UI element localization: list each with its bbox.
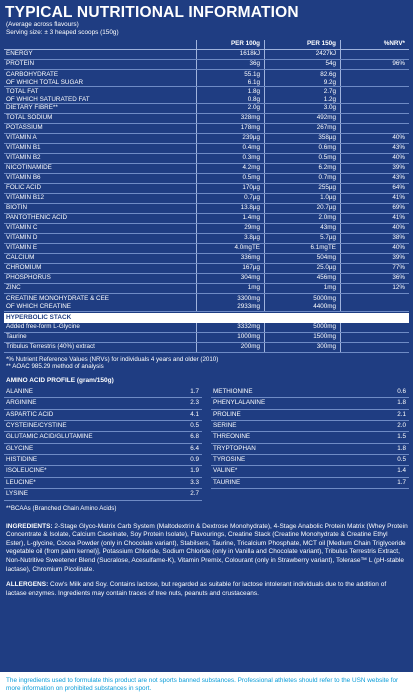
amino-row <box>211 432 409 443</box>
table-row <box>4 214 409 224</box>
ingredients <box>6 523 408 575</box>
nutrient-name <box>4 294 196 310</box>
table-row <box>4 70 409 87</box>
nutrient-name: POTASSIUM <box>6 124 43 132</box>
per-100g-value-line2: 2933mg <box>237 302 260 310</box>
per-150g-value: 6.1mgTE <box>264 244 340 253</box>
nrv-value: 40% <box>340 134 409 143</box>
nrv-note: *% Nutrient Reference Values (NRVs) for individuals 4 years and older (2010) <box>6 355 219 363</box>
per-100g-value: 1.4mg <box>196 214 264 223</box>
nutrient-name: BIOTIN <box>6 204 27 212</box>
nrv-value <box>340 333 409 342</box>
per-150g-value: 1mg <box>264 284 340 293</box>
amino-right-column <box>211 387 409 501</box>
table-row <box>4 154 409 164</box>
amino-value: 3.3 <box>190 478 199 486</box>
amino-value: 0.9 <box>190 456 199 464</box>
per-100g-value: 4.0mgTE <box>196 244 264 253</box>
per-100g-value <box>196 294 264 310</box>
nrv-value: 96% <box>340 60 409 69</box>
amino-value: 1.5 <box>397 433 406 441</box>
per-100g-value: 3332mg <box>196 323 264 332</box>
amino-value: 1.4 <box>397 467 406 475</box>
per-100g-value: 328mg <box>196 114 264 123</box>
per-100g-value <box>196 87 264 103</box>
amino-row <box>4 421 202 432</box>
nrv-value: 39% <box>340 254 409 263</box>
per-100g-value: 0.4mg <box>196 144 264 153</box>
amino-name: CYSTEINE/CYSTINE <box>6 421 67 429</box>
per-150g-value <box>264 70 340 86</box>
amino-name: THREONINE <box>213 433 251 441</box>
per-100g-value: 336mg <box>196 254 264 263</box>
panel-title: TYPICAL NUTRITIONAL INFORMATION <box>5 4 299 21</box>
per-150g-value: 25.0µg <box>264 264 340 273</box>
amino-name: HISTIDINE <box>6 456 38 464</box>
amino-name: TRYPTOPHAN <box>213 444 256 452</box>
amino-name: VALINE* <box>213 467 238 475</box>
per-150g-value: 504mg <box>264 254 340 263</box>
amino-name: TYROSINE <box>213 456 246 464</box>
per-100g-value: 304mg <box>196 274 264 283</box>
per-150g-value: 0.6mg <box>264 144 340 153</box>
per-100g-value: 1000mg <box>196 333 264 342</box>
per-100g-value: 1618kJ <box>196 50 264 59</box>
table-row <box>4 194 409 204</box>
nrv-value: 12% <box>340 284 409 293</box>
amino-row <box>211 455 409 466</box>
per-150g-value: 43mg <box>264 224 340 233</box>
allergens-text: Cow's Milk and Soy. Contains lactose, but regarded as suitable for lactose intolerant individuals due to the addition of lactase enzymes. Ingredients may contain traces of tree nuts, peanuts and crustaceans. <box>6 581 387 597</box>
nutrient-name: VITAMIN A <box>6 134 37 142</box>
amino-title: AMINO ACID PROFILE (gram/150g) <box>6 376 114 384</box>
per-150g-value-line2: 1.2g <box>323 95 336 103</box>
nrv-value <box>340 70 409 86</box>
nutrient-name: ZINC <box>6 284 21 292</box>
amino-row <box>211 410 409 421</box>
amino-name: ARGININE <box>6 399 37 407</box>
amino-value: 1.7 <box>397 478 406 486</box>
amino-value: 1.9 <box>190 467 199 475</box>
nutrient-name: VITAMIN B6 <box>6 174 41 182</box>
hyperbolic-stack-title: HYPERBOLIC STACK <box>4 313 409 323</box>
amino-row <box>4 432 202 443</box>
amino-row <box>4 410 202 421</box>
per-150g-value: 255µg <box>264 184 340 193</box>
nutrient-name: VITAMIN B2 <box>6 154 41 162</box>
per-100g-value-line1: 3300mg <box>237 295 260 303</box>
average-note: (Average across flavours) <box>6 21 79 28</box>
table-row <box>4 274 409 284</box>
amino-table <box>4 387 409 501</box>
amino-row <box>211 478 409 489</box>
amino-value: 0.5 <box>190 421 199 429</box>
per-150g-value: 20.7µg <box>264 204 340 213</box>
table-row <box>4 164 409 174</box>
nrv-value: 41% <box>340 194 409 203</box>
amino-name: PROLINE <box>213 410 241 418</box>
per-100g-value: 170µg <box>196 184 264 193</box>
hyperbolic-row <box>4 323 409 333</box>
hyperbolic-body <box>4 323 409 353</box>
nrv-value: 41% <box>340 214 409 223</box>
amino-row <box>4 478 202 489</box>
nutrient-name: CHROMIUM <box>6 264 42 272</box>
per-150g-value: 267mg <box>264 124 340 133</box>
nutrition-table <box>4 40 409 353</box>
amino-row <box>211 444 409 455</box>
amino-left-column <box>4 387 202 501</box>
amino-name: ISOLEUCINE* <box>6 467 47 475</box>
table-row <box>4 184 409 194</box>
nrv-value: 43% <box>340 174 409 183</box>
amino-name: PHENYLALANINE <box>213 399 266 407</box>
nutrient-name: VITAMIN B12 <box>6 194 45 202</box>
nutrient-name: VITAMIN B1 <box>6 144 41 152</box>
banned-substances-note: The ingredients used to formulate this product are not sports banned substances. Professional athletes should refer to the USN website for more information on prohibited substances in sport. <box>0 672 413 700</box>
amino-name: ALANINE <box>6 387 33 395</box>
nutrient-name: NICOTINAMIDE <box>6 164 52 172</box>
hyperbolic-name: Taurine <box>6 332 27 340</box>
per-100g-value-line1: 1.8g <box>247 88 260 96</box>
nrv-value: 40% <box>340 244 409 253</box>
nrv-value: 77% <box>340 264 409 273</box>
per-150g-value <box>264 87 340 103</box>
nutrient-name: CALCIUM <box>6 254 35 262</box>
table-row <box>4 104 409 114</box>
nutrient-name-line2: OF WHICH TOTAL SUGAR <box>6 78 84 86</box>
per-150g-value: 6.2mg <box>264 164 340 173</box>
table-notes <box>6 356 409 371</box>
per-150g-value: 300mg <box>264 343 340 352</box>
per-100g-value-line1: 55.1g <box>244 71 260 78</box>
nutrient-name-line1: TOTAL FAT <box>6 88 39 96</box>
amino-row <box>211 387 409 398</box>
table-row <box>4 60 409 70</box>
amino-name: ASPARTIC ACID <box>6 410 54 418</box>
ingredients-label: INGREDIENTS: <box>6 522 53 530</box>
per-150g-value: 3.0g <box>264 104 340 113</box>
per-100g-value: 3.8µg <box>196 234 264 243</box>
per-100g-value: 13.8µg <box>196 204 264 213</box>
per-150g-value-line1: 82.6g <box>320 71 336 78</box>
per-150g-value: 5000mg <box>264 323 340 332</box>
nrv-value <box>340 124 409 133</box>
per-100g-value: 178mg <box>196 124 264 133</box>
amino-value: 1.8 <box>397 444 406 452</box>
nrv-value: 40% <box>340 224 409 233</box>
header-name <box>4 40 196 49</box>
amino-row <box>211 466 409 477</box>
header-per-150g: PER 150g <box>264 40 340 49</box>
per-150g-value-line2: 9.2g <box>323 78 336 86</box>
header-per-100g: PER 100g <box>196 40 264 49</box>
per-150g-value: 0.7mg <box>264 174 340 183</box>
amino-name: TAURINE <box>213 478 241 486</box>
per-100g-value <box>196 70 264 86</box>
per-100g-value: 0.7µg <box>196 194 264 203</box>
table-header <box>4 40 409 50</box>
amino-value: 2.3 <box>190 399 199 407</box>
table-row <box>4 254 409 264</box>
per-100g-value: 200mg <box>196 343 264 352</box>
nutrient-name: PROTEIN <box>6 60 34 67</box>
nrv-value: 39% <box>340 164 409 173</box>
amino-value: 1.7 <box>190 387 199 395</box>
nutrient-name: VITAMIN E <box>6 244 38 252</box>
nutrient-name: TOTAL SODIUM <box>6 114 53 122</box>
amino-row <box>4 444 202 455</box>
table-row <box>4 284 409 294</box>
table-row <box>4 234 409 244</box>
per-100g-value: 1mg <box>196 284 264 293</box>
per-100g-value: 0.3mg <box>196 154 264 163</box>
hyperbolic-name: Tribulus Terrestris (40%) extract <box>6 342 95 350</box>
per-100g-value-line2: 0.8g <box>247 95 260 103</box>
per-100g-value: 29mg <box>196 224 264 233</box>
amino-row <box>4 455 202 466</box>
per-150g-value: 492mg <box>264 114 340 123</box>
nrv-value: 64% <box>340 184 409 193</box>
per-150g-value: 1500mg <box>264 333 340 342</box>
amino-value: 1.8 <box>397 399 406 407</box>
nutrient-name-line1: CREATINE MONOHYDRATE & CEE <box>6 295 109 303</box>
nrv-value: 38% <box>340 234 409 243</box>
per-100g-value: 2.0g <box>196 104 264 113</box>
per-150g-value: 54g <box>264 60 340 69</box>
nutrient-name: PANTOTHENIC ACID <box>6 214 67 222</box>
table-row <box>4 204 409 214</box>
amino-row <box>4 387 202 398</box>
amino-value: 0.6 <box>397 387 406 395</box>
nutrient-name-line2: OF WHICH CREATINE <box>6 302 71 310</box>
per-100g-value-line2: 6.1g <box>247 78 260 86</box>
per-100g-value: 4.2mg <box>196 164 264 173</box>
per-100g-value: 0.5mg <box>196 174 264 183</box>
per-150g-value: 2427kJ <box>264 50 340 59</box>
amino-value: 4.1 <box>190 410 199 418</box>
table-row <box>4 87 409 104</box>
amino-row <box>211 398 409 409</box>
hyperbolic-row <box>4 333 409 343</box>
table-row <box>4 50 409 60</box>
nrv-value <box>340 294 409 310</box>
amino-row <box>211 421 409 432</box>
per-150g-value-line2: 4400mg <box>313 302 336 310</box>
table-row <box>4 224 409 234</box>
amino-name: LYSINE <box>6 490 28 498</box>
table-row <box>4 114 409 124</box>
amino-value: 2.7 <box>190 490 199 498</box>
per-150g-value <box>264 294 340 310</box>
aoac-note: ** AOAC 985.29 method of analysis <box>6 363 104 371</box>
amino-value: 2.1 <box>397 410 406 418</box>
per-100g-value: 239µg <box>196 134 264 143</box>
nrv-value: 43% <box>340 144 409 153</box>
nrv-value: 36% <box>340 274 409 283</box>
nrv-value <box>340 87 409 103</box>
allergens <box>6 581 408 598</box>
nrv-value <box>340 114 409 123</box>
per-150g-value: 358µg <box>264 134 340 143</box>
bcaa-note: **BCAAs (Branched Chain Amino Acids) <box>6 504 117 512</box>
per-150g-value-line1: 2.7g <box>323 88 336 96</box>
amino-name: GLYCINE <box>6 444 34 452</box>
amino-value: 6.4 <box>190 444 199 452</box>
per-150g-value: 1.0µg <box>264 194 340 203</box>
allergens-label: ALLERGENS: <box>6 581 49 589</box>
nutrient-name: DIETARY FIBRE** <box>6 104 58 112</box>
nrv-value: 40% <box>340 154 409 163</box>
amino-name: METHIONINE <box>213 387 253 395</box>
nrv-value <box>340 104 409 113</box>
nutrient-name-line1: CARBOHYDRATE <box>6 71 59 78</box>
amino-row <box>4 398 202 409</box>
table-row <box>4 134 409 144</box>
serving-size: Serving size: ± 3 heaped scoops (150g) <box>6 29 119 36</box>
per-100g-value: 167µg <box>196 264 264 273</box>
hyperbolic-row <box>4 343 409 353</box>
table-row <box>4 294 409 311</box>
nutrient-name <box>4 70 196 86</box>
per-150g-value: 5.7µg <box>264 234 340 243</box>
amino-value: 2.0 <box>397 421 406 429</box>
nrv-value <box>340 50 409 59</box>
per-100g-value: 36g <box>196 60 264 69</box>
nutrient-name: FOLIC ACID <box>6 184 41 192</box>
amino-name: GLUTAMIC ACID/GLUTAMINE <box>6 433 93 441</box>
nutrient-name: PHOSPHORUS <box>6 274 51 282</box>
nutrient-name: ENERGY <box>6 50 33 57</box>
nutrient-name-line2: OF WHICH SATURATED FAT <box>6 95 90 103</box>
table-row <box>4 124 409 134</box>
nrv-value <box>340 343 409 352</box>
table-row <box>4 174 409 184</box>
amino-value: 6.8 <box>190 433 199 441</box>
amino-name: LEUCINE* <box>6 478 36 486</box>
nutrient-name: VITAMIN C <box>6 224 38 232</box>
nrv-value <box>340 323 409 332</box>
amino-row <box>4 466 202 477</box>
nutrient-name: VITAMIN D <box>6 234 38 242</box>
amino-name: SERINE <box>213 421 237 429</box>
table-row <box>4 264 409 274</box>
amino-value: 0.5 <box>397 456 406 464</box>
hyperbolic-name: Added free-form L-Glycine <box>6 322 80 330</box>
per-150g-value-line1: 5000mg <box>313 295 336 303</box>
table-body <box>4 50 409 312</box>
table-row <box>4 144 409 154</box>
per-150g-value: 0.5mg <box>264 154 340 163</box>
nutrient-name <box>4 87 196 103</box>
amino-row <box>4 489 202 500</box>
per-150g-value: 2.0mg <box>264 214 340 223</box>
nrv-value: 69% <box>340 204 409 213</box>
header-nrv: %NRV* <box>340 40 409 49</box>
ingredients-text: 2-Stage Glyco-Matrix Carb System (Maltodextrin & Dextrose Monohydrate), 4-Stage Anabolic Protein Matrix (Whey Protein Concentrate & Isolate, Calcium Caseinate, Soy Protein Isolate), Flavourings, Creatine Stack (Creatine Monohydrate & Creatine Ethyl Ester), L-glycine, Cocoa Powder (only in Chocolate variant), Stabilsers, Taurine, Tricalcium Phosphate, MCT oil [Medium Chain Triglyceride vegetable oil (from palm kernel)], Potassium Chloride, Sodium Chloride (only in Vanilla and Chocolate variant), Tribulus Terrestris Extract, Non-Nutritive Sweetener Blend (Sucralose, Acesulfame-K), Vitamin Premix, Colourant (only in Strawberry variant), Tolerase™ L (pH-stable lactase), Chromium Picolinate. <box>6 522 408 573</box>
table-row <box>4 244 409 254</box>
per-150g-value: 456mg <box>264 274 340 283</box>
